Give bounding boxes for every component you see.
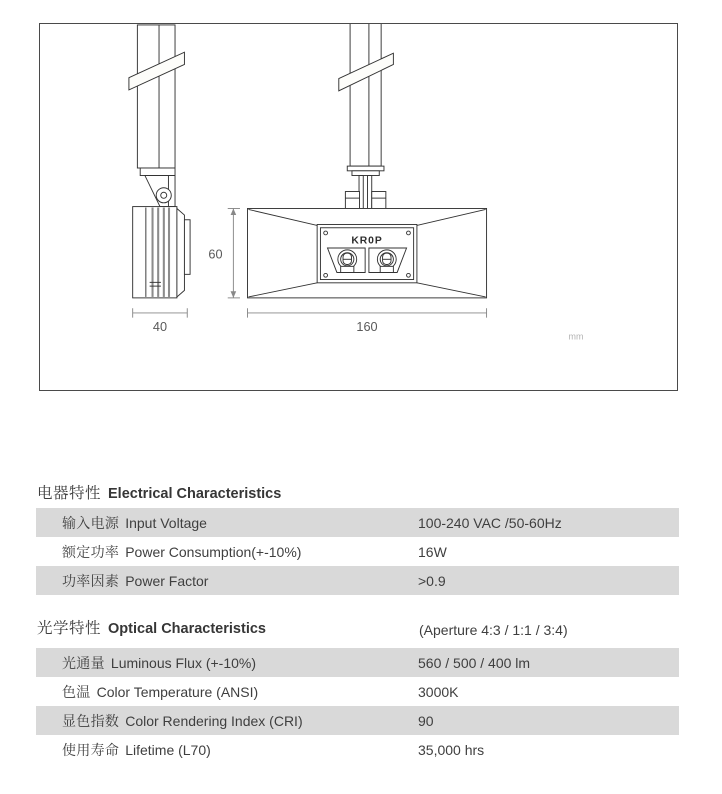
brand-label: KR0P	[351, 235, 383, 247]
row-value: >0.9	[418, 572, 446, 589]
optical-title-en: Optical Characteristics	[108, 621, 266, 637]
row-value: 100-240 VAC /50-60Hz	[418, 514, 562, 531]
front-view	[248, 24, 487, 298]
side-view	[129, 25, 190, 298]
technical-drawing-frame	[39, 23, 678, 391]
row-label-en: Power Consumption(+-10%)	[125, 543, 302, 560]
row-label-zh: 输入电源	[62, 514, 120, 531]
optical-table	[36, 648, 679, 764]
row-label-en: Color Rendering Index (CRI)	[125, 712, 303, 729]
optical-section-header	[37, 616, 680, 646]
row-label-en: Power Factor	[125, 572, 209, 589]
row-value: 3000K	[418, 683, 459, 700]
row-label-zh: 使用寿命	[62, 741, 120, 758]
electrical-section-header	[37, 481, 680, 511]
table-row	[36, 648, 679, 677]
table-row	[36, 735, 679, 764]
dimension-front-width-label: 160	[356, 319, 378, 334]
dimension-height-label: 60	[208, 247, 223, 262]
row-value: 35,000 hrs	[418, 741, 485, 758]
row-label-zh: 功率因素	[62, 572, 120, 589]
row-value: 560 / 500 / 400 lm	[418, 654, 531, 671]
table-row	[36, 677, 679, 706]
row-label-en: Input Voltage	[125, 514, 207, 531]
table-row	[36, 706, 679, 735]
row-label-zh: 色温	[62, 683, 91, 700]
row-label-en: Luminous Flux (+-10%)	[110, 654, 257, 671]
dimension-side-width-label: 40	[152, 319, 168, 334]
row-label-zh: 光通量	[62, 654, 105, 671]
row-label-en: Lifetime (L70)	[125, 741, 211, 758]
aperture-note: (Aperture 4:3 / 1:1 / 3:4)	[419, 622, 568, 638]
optical-title-zh: 光学特性	[37, 620, 102, 637]
electrical-title-en: Electrical Characteristics	[108, 486, 282, 502]
row-value: 16W	[418, 543, 447, 560]
row-label-zh: 额定功率	[62, 543, 120, 560]
row-value: 90	[418, 712, 434, 729]
unit-label: mm	[568, 331, 584, 342]
row-label-en: Color Temperature (ANSI)	[96, 683, 259, 700]
fixture-drawing	[40, 24, 679, 392]
table-row	[36, 566, 679, 595]
table-row	[36, 508, 679, 537]
row-label-zh: 显色指数	[62, 712, 120, 729]
table-row	[36, 537, 679, 566]
electrical-title-zh: 电器特性	[37, 485, 102, 502]
electrical-table	[36, 508, 679, 595]
